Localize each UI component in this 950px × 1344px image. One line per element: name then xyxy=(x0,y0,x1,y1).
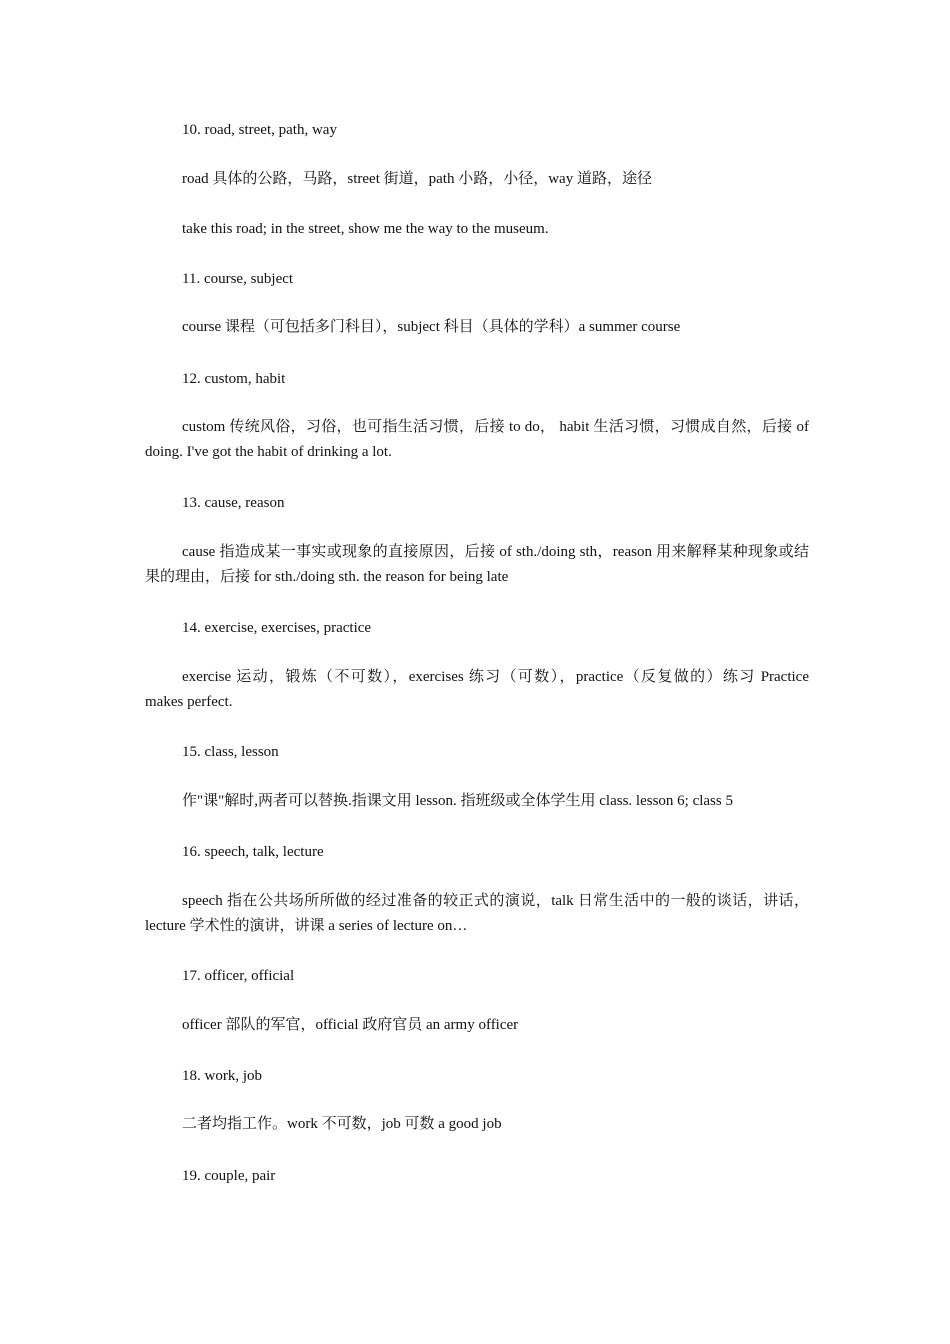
entry-13-heading: 13. cause, reason xyxy=(182,495,285,511)
entry-10-example: take this road; in the street, show me the way to the museum. xyxy=(182,221,549,237)
entry-11-heading: 11. course, subject xyxy=(182,271,294,287)
entry-16-body: speech 指在公共场所所做的经过准备的较正式的演说，talk 日常生活中的一般的谈话，讲话，lecture 学术性的演讲，讲课 a series of lecture on… xyxy=(145,893,809,934)
entry-12-heading: 12. custom, habit xyxy=(182,371,286,387)
entry-17-heading: 17. officer, official xyxy=(182,968,295,984)
entry-14-heading: 14. exercise, exercises, practice xyxy=(182,620,372,636)
entry-18-body: 二者均指工作。work 不可数，job 可数 a good job xyxy=(182,1116,502,1132)
entry-15-heading: 15. class, lesson xyxy=(182,744,279,760)
entry-18-heading: 18. work, job xyxy=(182,1068,262,1084)
entry-13-body: cause 指造成某一事实或现象的直接原因，后接 of sth./doing sth，reason 用来解释某种现象或结果的理由，后接 for sth./doing sth. the reason for being late xyxy=(145,544,809,585)
entry-17-body: officer 部队的军官，official 政府官员 an army officer xyxy=(182,1017,519,1033)
entry-14-body: exercise 运动，锻炼（不可数），exercises 练习（可数），practice（反复做的）练习 Practice makes perfect. xyxy=(145,669,809,710)
entry-15-body: 作"课"解时,两者可以替换.指课文用 lesson. 指班级或全体学生用 class. lesson 6; class 5 xyxy=(182,793,733,809)
entry-19-heading: 19. couple, pair xyxy=(182,1168,276,1184)
entry-12-body: custom 传统风俗，习俗，也可指生活习惯，后接 to do， habit 生活习惯，习惯成自然，后接 of doing. I've got the habit of drinking a lot. xyxy=(145,419,809,460)
document-page xyxy=(145,0,809,1344)
entry-10-body: road 具体的公路，马路，street 街道，path 小路，小径，way 道路，途径 xyxy=(182,171,652,187)
entry-11-body: course 课程（可包括多门科目），subject 科目（具体的学科）a summer course xyxy=(182,319,681,335)
entry-10-heading: 10. road, street, path, way xyxy=(182,122,337,138)
entry-16-heading: 16. speech, talk, lecture xyxy=(182,844,324,860)
